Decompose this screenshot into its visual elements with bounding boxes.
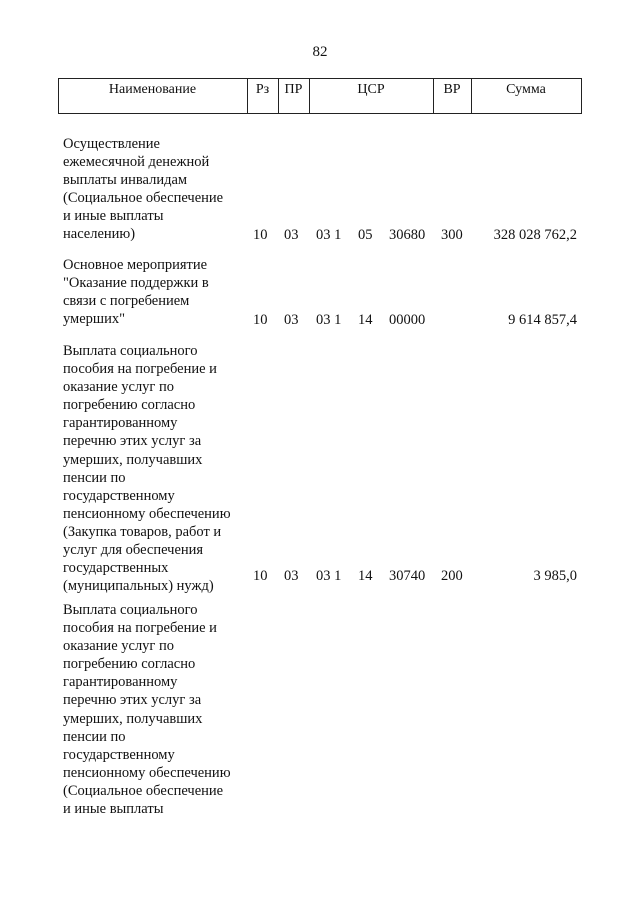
row-csr-direction: 00000 <box>389 312 426 328</box>
row-csr-direction: 30740 <box>389 568 426 584</box>
table-row <box>0 256 640 329</box>
row-pr: 03 <box>284 568 299 584</box>
row-csr-event: 14 <box>358 312 373 328</box>
header-csr: ЦСР <box>357 82 385 97</box>
table-row <box>0 601 640 821</box>
name-line: умерших, получавших <box>63 710 203 727</box>
name-line: населению) <box>63 226 136 243</box>
name-line: пенсии по <box>63 728 126 745</box>
name-line: умерших, получавших <box>63 451 203 468</box>
row-csr-program: 03 1 <box>316 568 342 584</box>
header-name: Наименование <box>108 82 197 97</box>
name-line: и иные выплаты <box>63 208 164 225</box>
row-name <box>63 601 253 818</box>
name-line: погребению согласно <box>63 397 196 414</box>
header-bottom-rule <box>58 113 582 114</box>
name-line: перечню этих услуг за <box>63 692 202 709</box>
row-csr-event: 14 <box>358 568 373 584</box>
name-line: оказание услуг по <box>63 379 175 396</box>
name-line: ежемесячной денежной <box>63 154 210 171</box>
name-line: оказание услуг по <box>63 638 175 655</box>
row-name <box>63 342 253 595</box>
name-line: умерших" <box>63 311 126 328</box>
name-line: погребению согласно <box>63 656 196 673</box>
header-sum: Сумма <box>506 82 546 97</box>
row-pr: 03 <box>284 227 299 243</box>
page-number: 82 <box>312 44 328 60</box>
name-line: "Оказание поддержки в <box>63 275 209 292</box>
name-line: пособия на погребение и <box>63 361 217 378</box>
name-line: (Закупка товаров, работ и <box>63 523 222 540</box>
name-line: государственному <box>63 746 175 763</box>
header-vr: ВР <box>443 82 461 97</box>
row-pr: 03 <box>284 312 299 328</box>
name-line: гарантированному <box>63 415 178 432</box>
row-name <box>63 135 253 244</box>
row-csr-program: 03 1 <box>316 312 342 328</box>
row-rz: 10 <box>253 312 268 328</box>
row-sum: 328 028 762,2 <box>493 227 577 243</box>
name-line: Основное мероприятие <box>63 257 208 273</box>
table-row <box>0 135 640 244</box>
name-line: перечню этих услуг за <box>63 433 202 450</box>
row-vr: 200 <box>441 568 463 584</box>
name-line: (Социальное обеспечение <box>63 782 224 799</box>
name-line: пособия на погребение и <box>63 620 217 637</box>
name-line: (муниципальных) нужд) <box>63 578 214 595</box>
name-line: связи с погребением <box>63 293 190 310</box>
name-line: пенсионному обеспечению <box>63 505 231 522</box>
row-rz: 10 <box>253 568 268 584</box>
name-line: пенсии по <box>63 469 126 486</box>
header-pr: ПР <box>284 82 303 97</box>
row-vr: 300 <box>441 227 463 243</box>
name-line: Выплата социального <box>63 343 198 359</box>
name-line: гарантированному <box>63 674 178 691</box>
row-csr-event: 05 <box>358 227 373 243</box>
row-name <box>63 256 253 328</box>
row-csr-direction: 30680 <box>389 227 426 243</box>
header-top-rule <box>58 78 582 79</box>
name-line: выплаты инвалидам <box>63 172 188 189</box>
row-sum: 3 985,0 <box>533 568 577 584</box>
row-rz: 10 <box>253 227 268 243</box>
name-line: (Социальное обеспечение <box>63 190 224 207</box>
header-divider <box>581 78 582 114</box>
header-rz: Рз <box>255 82 270 97</box>
name-line: услуг для обеспечения <box>63 542 204 559</box>
name-line: государственных <box>63 560 169 577</box>
table-header <box>58 78 582 114</box>
name-line: Осуществление <box>63 136 160 152</box>
row-csr-program: 03 1 <box>316 227 342 243</box>
table-row <box>0 342 640 595</box>
name-line: пенсионному обеспечению <box>63 764 231 781</box>
name-line: государственному <box>63 487 175 504</box>
name-line: и иные выплаты <box>63 801 164 818</box>
row-sum: 9 614 857,4 <box>508 312 577 328</box>
name-line: Выплата социального <box>63 602 198 618</box>
